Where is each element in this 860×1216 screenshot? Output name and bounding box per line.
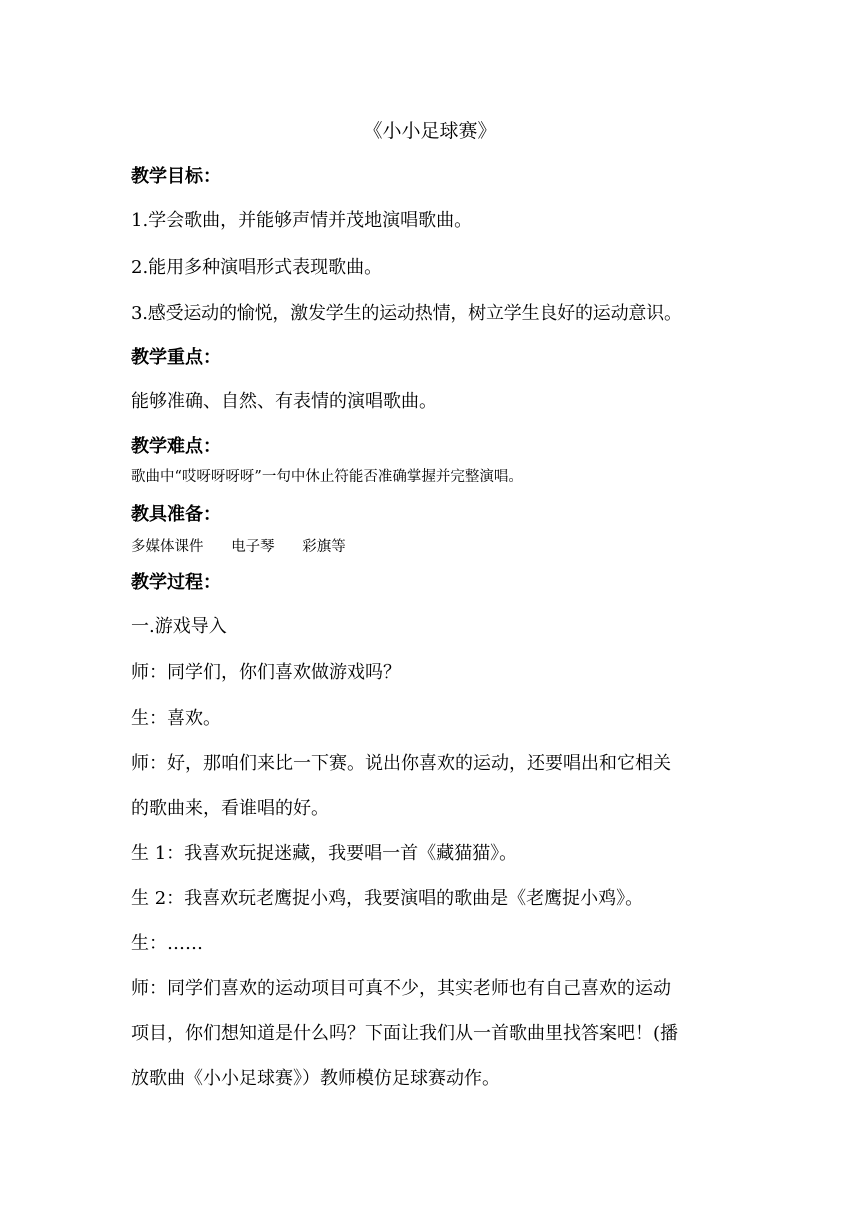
goal-item-1: 1.学会歌曲，并能够声情并茂地演唱歌曲。 bbox=[131, 210, 473, 231]
dialogue-line: 师：好，那咱们来比一下赛。说出你喜欢的运动，还要唱出和它相关 bbox=[131, 753, 671, 774]
difficult-point-text: 歌曲中“哎呀呀呀呀”一句中休止符能否准确掌握并完整演唱。 bbox=[131, 469, 523, 485]
goal-item-3: 3.感受运动的愉悦，激发学生的运动热情，树立学生良好的运动意识。 bbox=[131, 303, 682, 324]
key-point-text: 能够准确、自然、有表情的演唱歌曲。 bbox=[131, 391, 437, 412]
document-title: 《小小足球赛》 bbox=[363, 120, 497, 142]
dialogue-line: 师：同学们喜欢的运动项目可真不少，其实老师也有自己喜欢的运动 bbox=[131, 978, 671, 999]
heading-difficult-points: 教学难点： bbox=[131, 436, 221, 457]
teaching-aids-list: 多媒体课件 电子琴 彩旗等 bbox=[131, 539, 346, 555]
dialogue-line: 生：喜欢。 bbox=[131, 708, 221, 729]
process-section-1: 一.游戏导入 bbox=[131, 616, 227, 637]
heading-teaching-goals: 教学目标： bbox=[131, 166, 221, 187]
dialogue-line-continuation: 放歌曲《小小足球赛》）教师模仿足球赛动作。 bbox=[131, 1068, 500, 1089]
dialogue-line: 生 2：我喜欢玩老鹰捉小鸡，我要演唱的歌曲是《老鹰捉小鸡》。 bbox=[131, 888, 644, 909]
heading-teaching-process: 教学过程： bbox=[131, 572, 221, 593]
goal-item-2: 2.能用多种演唱形式表现歌曲。 bbox=[131, 257, 383, 278]
dialogue-line-continuation: 的歌曲来，看谁唱的好。 bbox=[131, 798, 329, 819]
dialogue-line: 师：同学们，你们喜欢做游戏吗？ bbox=[131, 662, 401, 683]
dialogue-line-continuation: 项目，你们想知道是什么吗？下面让我们从一首歌曲里找答案吧！(播 bbox=[131, 1023, 679, 1044]
dialogue-line: 生 1：我喜欢玩捉迷藏，我要唱一首《藏猫猫》。 bbox=[131, 843, 518, 864]
heading-key-points: 教学重点： bbox=[131, 347, 221, 368]
dialogue-line: 生：…… bbox=[131, 933, 203, 954]
heading-teaching-aids: 教具准备： bbox=[131, 504, 221, 525]
